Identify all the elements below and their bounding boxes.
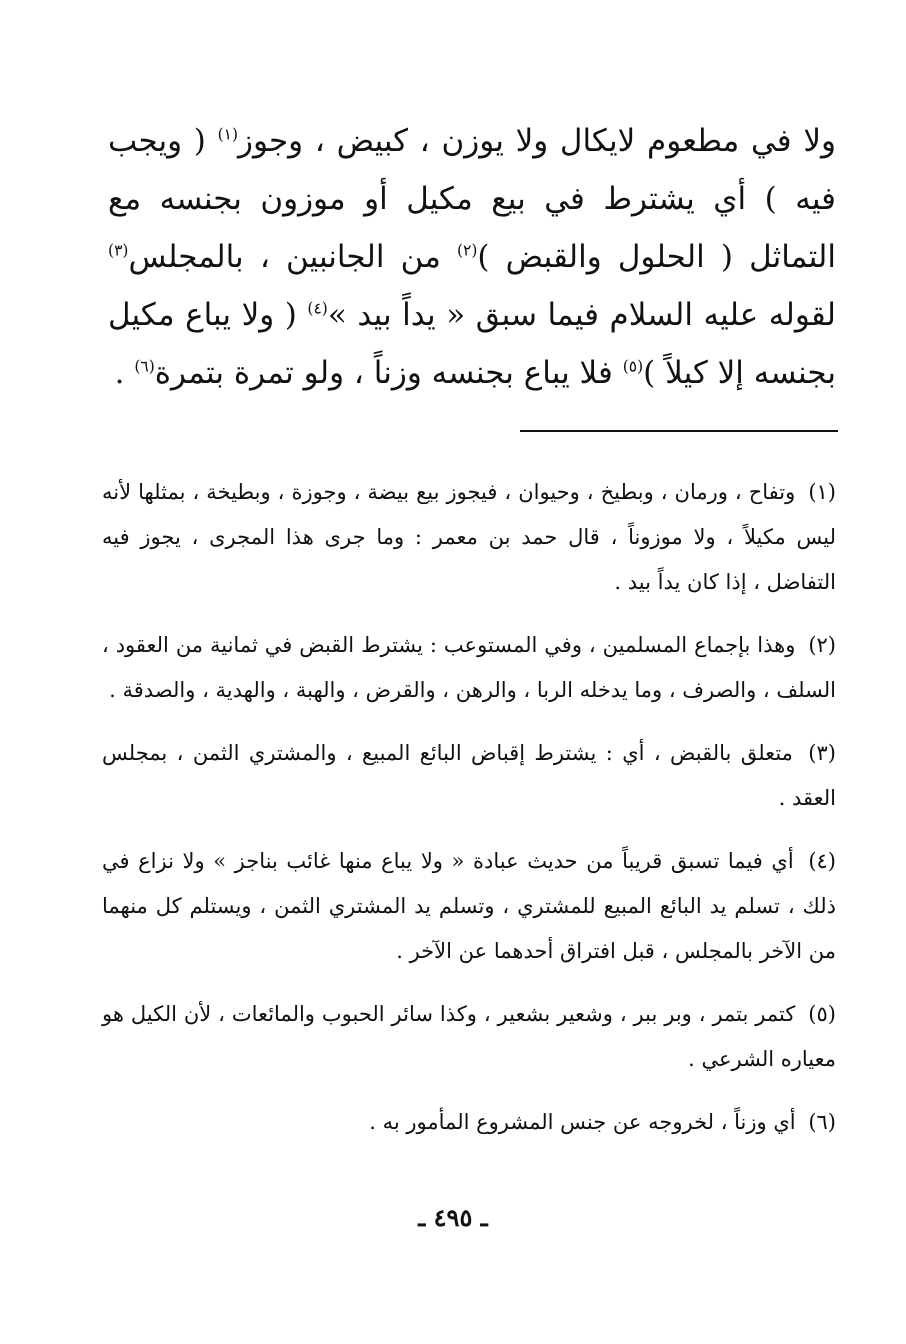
footnote-text: وهذا بإجماع المسلمين ، وفي المستوعب : يشترط القبض في ثمانية من العقود ، السلف ، والصرف ، وما يدخله الربا ، والرهن ، والقرض ، والهبة ، والهدية ، والصدقة . [102,633,836,702]
footnote-number: (٣) [808,741,836,765]
main-text-segment: من الجانبين ، بالمجلس [128,239,457,275]
main-text-segment: ( ولا يباع مكيل بجنسه إلا كيلاً ) [108,297,836,391]
footnote-text: أي فيما تسبق قريباً من حديث عبادة « ولا يباع منها غائب بناجز » ولا نزاع في ذلك ، تسلم يد البائع المبيع للمشتري ، وتسلم يد المشتري الثمن ، ويستلم كل منهما من الآخر بالمجلس ، قبل افتراق أحدهما عن الآخر . [102,849,836,963]
footnote-5 [102,992,836,1082]
page-number: ـ ٤٩٥ ـ [418,1203,488,1232]
footnote-number: (٢) [808,633,836,657]
footnote-3 [102,731,836,821]
footnote-text: متعلق بالقبض ، أي : يشترط إقباض البائع المبيع ، والمشتري الثمن ، بمجلس العقد . [102,741,836,810]
footnote-number: (٦) [808,1110,836,1134]
footnote-number: (٤) [808,849,836,873]
main-text-segment: . [114,355,135,391]
footnote-text: أي وزناً ، لخروجه عن جنس المشروع المأمور به . [369,1110,796,1134]
main-text-segment: ولا في مطعوم لايكال ولا يوزن ، كبيض ، وجوز [238,123,836,159]
footnote-marker: (١) [217,125,239,144]
footnote-text: كتمر بتمر ، وبر ببر ، وشعير بشعير ، وكذا سائر الحبوب والمائعات ، لأن الكيل هو معياره الشرعي . [102,1002,836,1071]
main-text-segment: فلا يباع بجنسه وزناً ، ولو تمرة بتمرة [154,355,623,391]
footnotes-section [102,470,836,1163]
footnote-number: (١) [808,480,836,504]
footnote-marker: (٣) [108,241,129,260]
footnote-marker: (٥) [622,357,644,376]
footnote-text: وتفاح ، ورمان ، وبطيخ ، وحيوان ، فيجوز بيع بيضة ، وجوزة ، وبطيخة ، بمثلها لأنه ليس مكيلاً ، ولا موزوناً ، قال حمد بن معمر : وما جرى هذا المجرى ، يجوز فيه التفاضل ، إذا كان يداً بيد . [102,480,836,594]
footnote-4 [102,839,836,974]
main-text-segment: ( ويجب فيه ) أي يشترط في بيع مكيل أو موزون بجنسه مع التماثل ( الحلول والقبض ) [108,123,836,275]
main-text-segment: لقوله عليه السلام فيما سبق « يداً بيد » [327,297,836,333]
main-text-block [108,112,836,402]
footnote-marker: (٢) [456,241,478,260]
footnote-2 [102,623,836,713]
footnote-6 [102,1100,836,1145]
footnote-marker: (٦) [134,357,155,376]
footnote-divider [520,430,838,432]
footnote-marker: (٤) [307,299,328,318]
footnote-1 [102,470,836,605]
footnote-number: (٥) [808,1002,836,1026]
